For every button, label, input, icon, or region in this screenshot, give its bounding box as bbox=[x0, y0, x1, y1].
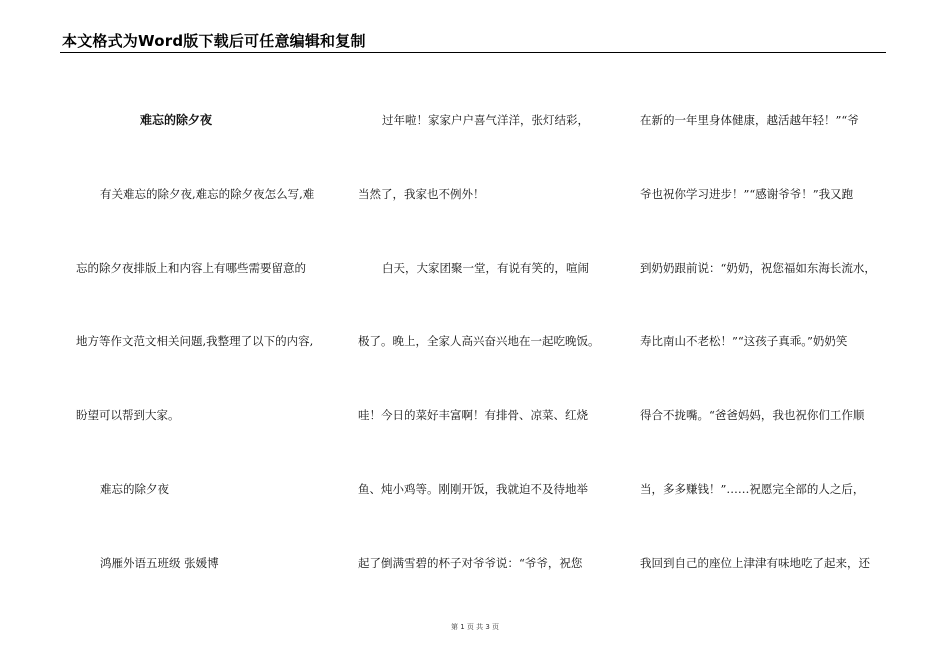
text-line: 当，多多赚钱！”……祝愿完全部的人之后， bbox=[640, 481, 865, 496]
text-line: 忘的除夕夜排版上和内容上有哪些需要留意的 bbox=[76, 260, 306, 275]
text-line: 得合不拢嘴。“爸爸妈妈，我也祝你们工作顺 bbox=[640, 408, 865, 423]
header-rule bbox=[60, 52, 886, 53]
text-line: 过年啦！家家户户喜气洋洋，张灯结彩， bbox=[382, 113, 589, 127]
text-line: 极了。晚上，全家人高兴奋兴地在一起吃晚饭。 bbox=[358, 334, 600, 349]
text-line: 寿比南山不老松！”“这孩子真乖。”奶奶笑 bbox=[640, 334, 848, 349]
text-line: 我回到自己的座位上津津有味地吃了起来，还 bbox=[640, 555, 870, 570]
text-line: 地方等作文范文相关问题,我整理了以下的内容, bbox=[76, 334, 314, 349]
text-line: 当然了，我家也不例外！ bbox=[358, 186, 485, 201]
text-column-3 bbox=[640, 84, 886, 601]
text-line: 到奶奶跟前说：“奶奶，祝您福如东海长流水， bbox=[640, 260, 876, 275]
document-banner: 本文格式为Word版下载后可任意编辑和复制 bbox=[62, 32, 366, 50]
text-line: 在新的一年里身体健康，越活越年轻！”“爷 bbox=[640, 113, 859, 127]
text-line: 爷也祝你学习进步！”“感谢爷爷！”我又跑 bbox=[640, 186, 854, 201]
subtitle-line: 难忘的除夕夜 bbox=[100, 481, 169, 496]
text-line: 盼望可以帮到大家。 bbox=[76, 408, 180, 423]
page-number: 第 1 页 共 3 页 bbox=[450, 623, 500, 631]
text-line: 起了倒满雪碧的杯子对爷爷说：“爷爷，祝您 bbox=[358, 555, 583, 570]
text-column-2 bbox=[358, 84, 606, 601]
text-line: 鱼、炖小鸡等。刚刚开饭，我就迫不及待地举 bbox=[358, 481, 588, 496]
essay-title: 难忘的除夕夜 bbox=[140, 113, 213, 127]
text-line: 白天，大家团聚一堂，有说有笑的，喧闹 bbox=[382, 260, 589, 275]
author-line: 鸿雁外语五班级 张媛博 bbox=[100, 555, 219, 570]
text-column-1 bbox=[76, 84, 328, 601]
text-line: 哇！今日的菜好丰富啊！有排骨、凉菜、红烧 bbox=[358, 408, 588, 423]
text-line: 有关难忘的除夕夜,难忘的除夕夜怎么写,难 bbox=[100, 186, 315, 201]
